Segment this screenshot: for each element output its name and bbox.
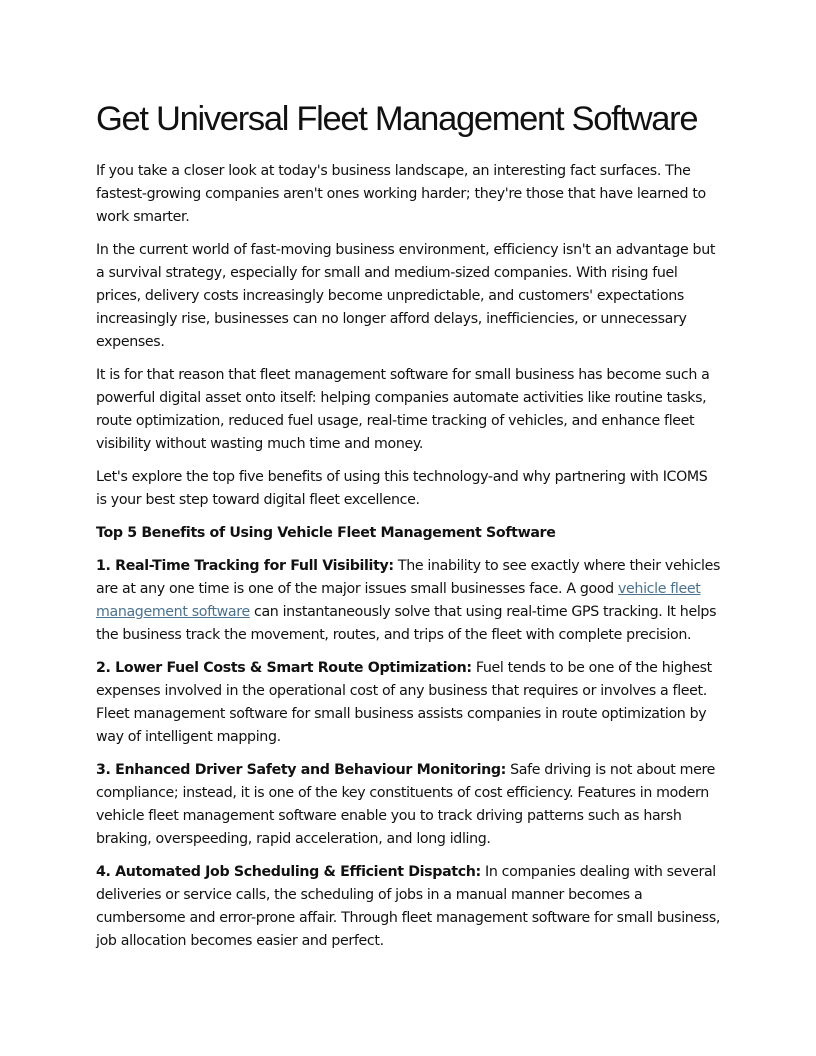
benefit-3-label: 3. Enhanced Driver Safety and Behaviour Monitoring: [96,762,506,778]
benefit-2 [96,657,722,749]
benefit-1-text-before-link: The inability to see exactly where their vehicles are at any one time is one of the major issues small businesses face. A good [96,558,721,597]
benefit-2-label: 2. Lower Fuel Costs & Smart Route Optimization: [96,660,472,676]
benefits-heading: Top 5 Benefits of Using Vehicle Fleet Management Software [96,525,556,541]
benefit-1-label: 1. Real-Time Tracking for Full Visibility: [96,558,394,574]
benefit-3 [96,759,722,851]
intro-paragraph-3: It is for that reason that fleet management software for small business has become such a powerful digital asset onto itself: helping companies automate activities like routine tasks, route optimization, reduced fuel usage, real-time tracking of vehicles, and enhance fleet visibility without wasting much time and money. [96,367,710,452]
benefit-2-text: Fuel tends to be one of the highest expenses involved in the operational cost of any business that requires or involves a fleet. Fleet management software for small business assists companies in route optimization by way of intelligent mapping. [96,660,712,745]
intro-paragraph-4: Let's explore the top five benefits of using this technology-and why partnering with ICOMS is your best step toward digital fleet excellence. [96,469,708,508]
benefit-1-text-after-link: can instantaneously solve that using real-time GPS tracking. It helps the business track the movement, routes, and trips of the fleet with complete precision. [96,604,717,643]
benefit-4 [96,861,722,953]
page-title: Get Universal Fleet Management Software [96,100,698,138]
benefit-1 [96,555,722,647]
benefit-4-label: 4. Automated Job Scheduling & Efficient Dispatch: [96,864,481,880]
benefit-4-text: In companies dealing with several deliveries or service calls, the scheduling of jobs in a manual manner becomes a cumbersome and error-prone affair. Through fleet management software for small business, job allocation becomes easier and perfect. [96,864,721,949]
benefit-3-text: Safe driving is not about mere compliance; instead, it is one of the key constituents of cost efficiency. Features in modern vehicle fleet management software enable you to track driving patterns such as harsh braking, overspeeding, rapid acceleration, and long idling. [96,762,716,847]
document-page [96,98,722,963]
vehicle-fleet-management-software-link[interactable]: vehicle fleet management software [96,581,701,620]
intro-paragraph-2: In the current world of fast-moving business environment, efficiency isn't an advantage but a survival strategy, especially for small and medium-sized companies. With rising fuel prices, delivery costs increasingly become unpredictable, and customers' expectations increasingly rise, businesses can no longer afford delays, inefficiencies, or unnecessary expenses. [96,242,716,350]
intro-paragraph-1: If you take a closer look at today's business landscape, an interesting fact surfaces. The fastest-growing companies aren't ones working harder; they're those that have learned to work smarter. [96,163,706,225]
